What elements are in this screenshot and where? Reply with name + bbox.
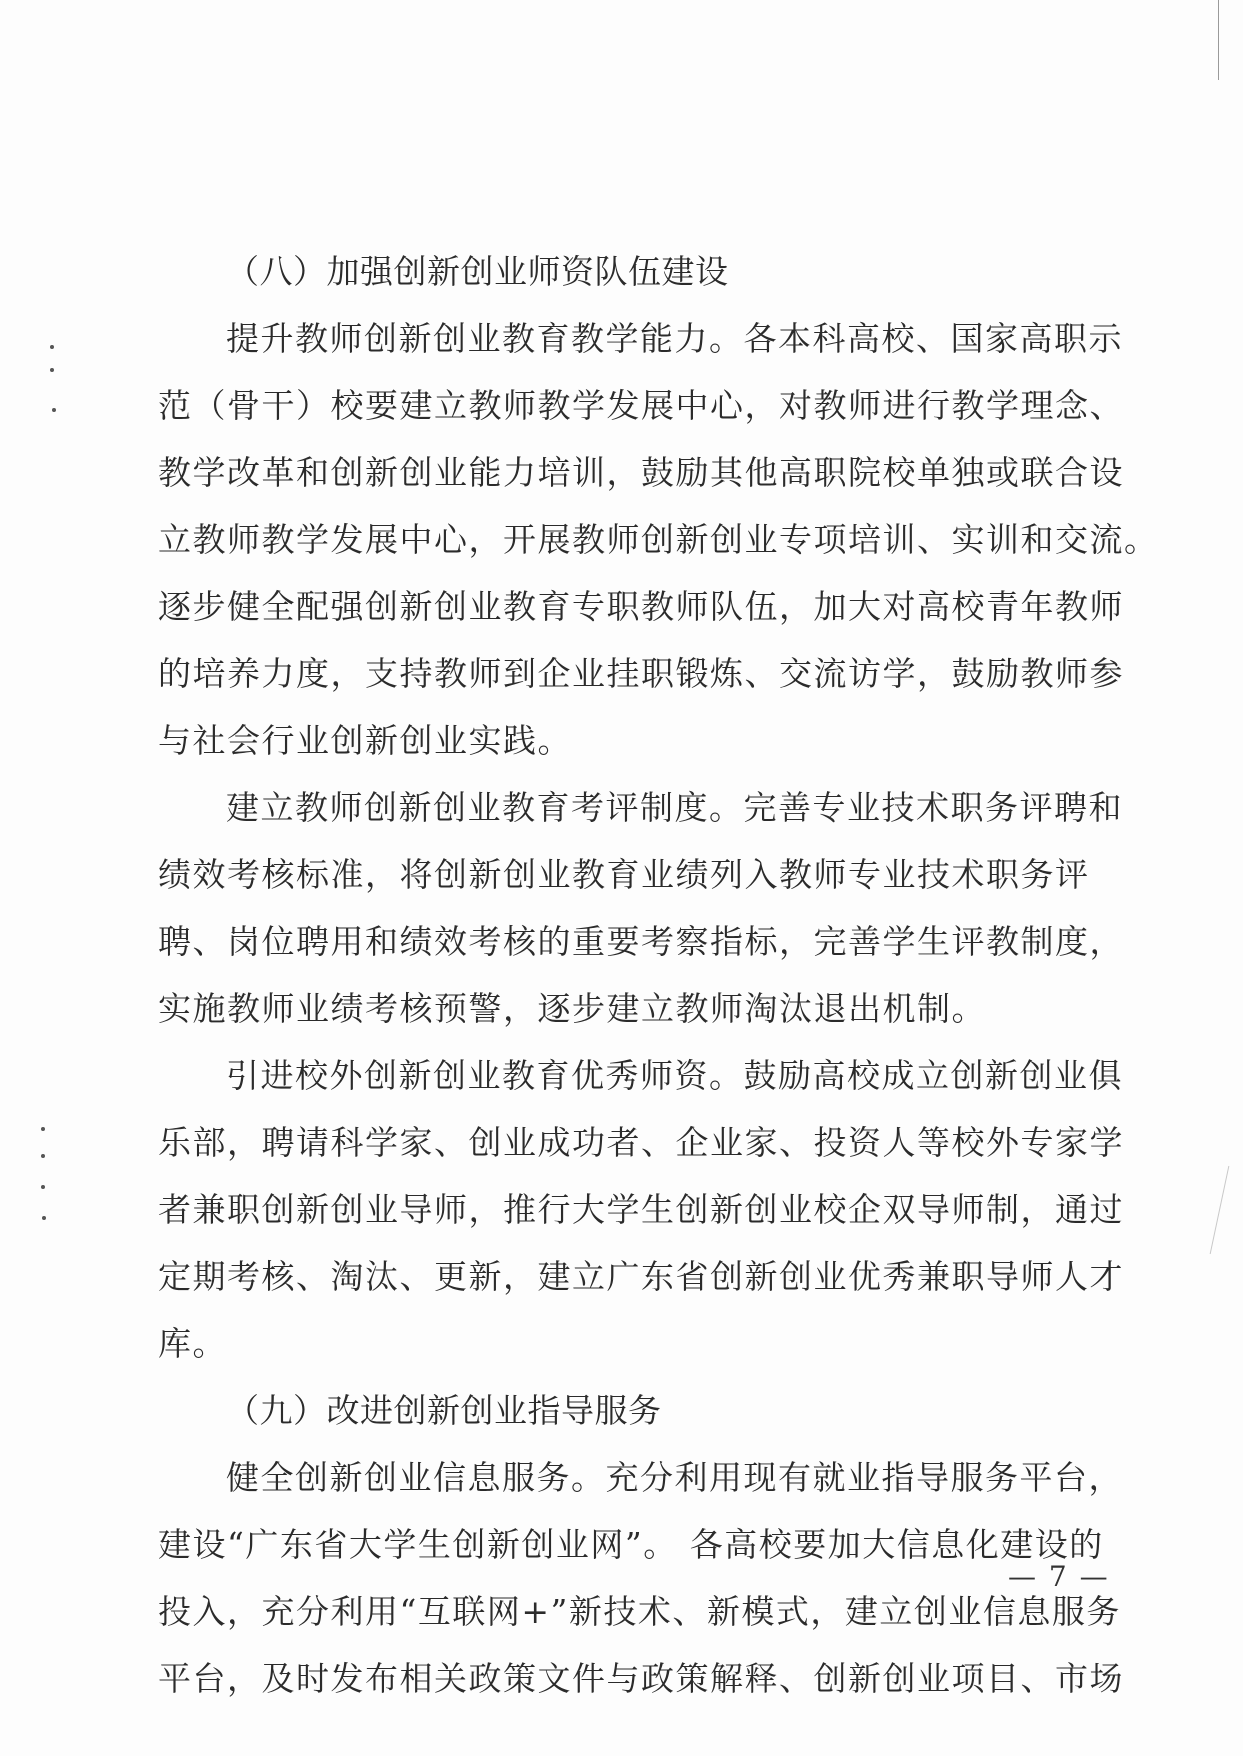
binding-hole-mark xyxy=(52,408,56,412)
paragraph-line: 定期考核、淘汰、更新，建立广东省创新创业优秀兼职导师人才 xyxy=(158,1257,1124,1296)
paragraph-line: 提升教师创新创业教育教学能力。各本科高校、国家高职示 xyxy=(226,319,1123,358)
binding-hole-mark xyxy=(50,368,54,372)
paragraph-line: 绩效考核标准，将创新创业教育业绩列入教师专业技术职务评 xyxy=(158,855,1090,894)
paragraph-line: 健全创新创业信息服务。充分利用现有就业指导服务平台， xyxy=(226,1458,1123,1497)
paragraph-line: 建立教师创新创业教育考评制度。完善专业技术职务评聘和 xyxy=(226,788,1123,827)
paragraph-line: 引进校外创新创业教育优秀师资。鼓励高校成立创新创业俱 xyxy=(226,1056,1123,1095)
document-body xyxy=(158,238,1159,1712)
paragraph-line: 实施教师业绩考核预警，逐步建立教师淘汰退出机制。 xyxy=(158,989,986,1028)
paragraph-line: 范（骨干）校要建立教师教学发展中心，对教师进行教学理念、 xyxy=(158,386,1124,425)
paragraph-line: 投入，充分利用“互联网+”新技术、新模式，建立创业信息服务 xyxy=(158,1592,1121,1631)
binding-hole-mark xyxy=(41,1154,45,1158)
paragraph-line: 逐步健全配强创新创业教育专职教师队伍，加大对高校青年教师 xyxy=(158,587,1124,626)
page-number: — 7 — xyxy=(1008,1560,1110,1593)
binding-hole-mark xyxy=(41,1185,45,1189)
paragraph-line: 聘、岗位聘用和绩效考核的重要考察指标，完善学生评教制度， xyxy=(158,922,1124,961)
scan-edge-line xyxy=(1218,0,1219,80)
scan-edge-line xyxy=(1210,1166,1230,1254)
paragraph-line: 立教师教学发展中心，开展教师创新创业专项培训、实训和交流。 xyxy=(158,520,1159,559)
paragraph-line: 的培养力度，支持教师到企业挂职锻炼、交流访学，鼓励教师参 xyxy=(158,654,1124,693)
paragraph-line: 乐部，聘请科学家、创业成功者、企业家、投资人等校外专家学 xyxy=(158,1123,1124,1162)
binding-hole-mark xyxy=(50,345,54,349)
paragraph-line: 者兼职创新创业导师，推行大学生创新创业校企双导师制，通过 xyxy=(158,1190,1124,1229)
paragraph-line: 库。 xyxy=(158,1324,227,1363)
paragraph-line: 建设“广东省大学生创新创业网”。 各高校要加大信息化建设的 xyxy=(158,1525,1104,1564)
paragraph-line: 与社会行业创新创业实践。 xyxy=(158,721,572,760)
binding-hole-mark xyxy=(42,1216,46,1220)
paragraph-line: 教学改革和创新创业能力培训，鼓励其他高职院校单独或联合设 xyxy=(158,453,1124,492)
binding-hole-mark xyxy=(41,1127,45,1131)
paragraph-line: 平台，及时发布相关政策文件与政策解释、创新创业项目、市场 xyxy=(158,1659,1124,1698)
section-heading: （九）改进创新创业指导服务 xyxy=(226,1391,662,1430)
section-heading: （八）加强创新创业师资队伍建设 xyxy=(226,252,729,291)
